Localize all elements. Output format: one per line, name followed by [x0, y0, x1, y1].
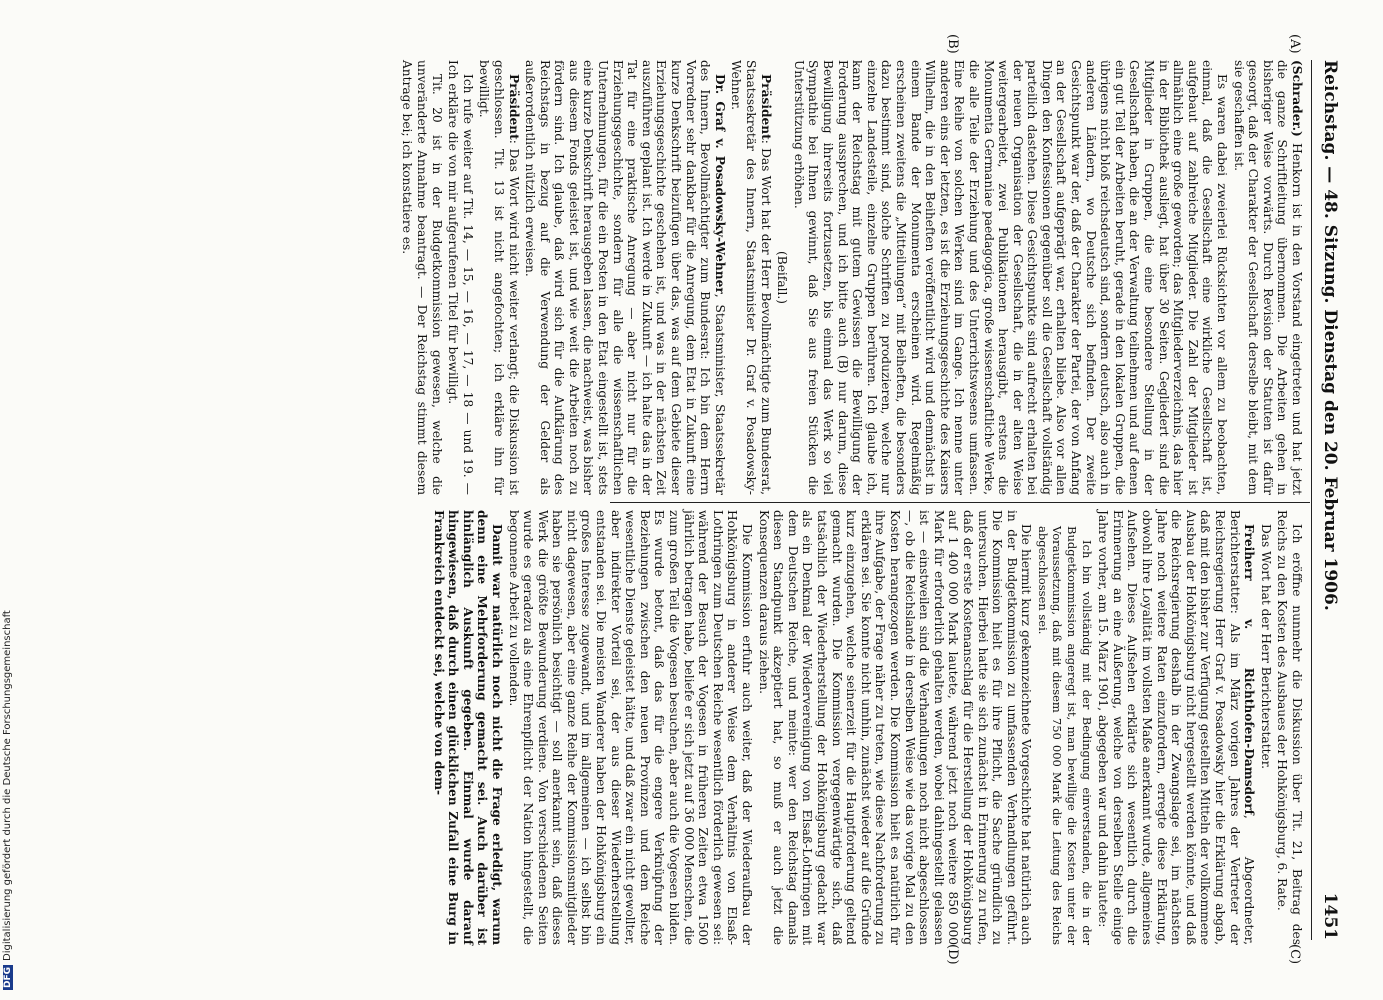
paragraph: Henkorn ist in den Vorstand eingetreten und hat jetzt die ganze Schriftleitung übernommen. Die Arbeiten gehen in bisheriger Weise vorwärts. Durch Revision der Statuten ist dafür gesorgt, daß der Charakter der Gesellschaft derselbe bleibt, mit dem sie geschaffen ist. — [1231, 60, 1304, 496]
margin-marker-d: (D) — [945, 944, 960, 965]
paragraph: Die Kommission erfuhr auch weiter, daß der Wiederaufbau der Hohkönigsburg in anderer Weise dem Verhältnis von Elsaß-Lothringen zum Deutschen Reiche wesentlich förderlich gewesen sei: während der Besuch der Vogesen in früheren Zeiten etwa 1500 jährlich betragen habe, beliefe er sich jetzt auf 36 000 Menschen, die zum großen Teil die Vogesen besuchen, aber auch die Vogesen bilden. Es wurde betont, daß das für die engere Verknüpfung der Beziehungen zwischen den neuen Provinzen und dem Reiche wesentliche Dienste geleistet hätte, und daß zwar ein nicht gewollter, aber indirekter Vorteil sei, der aus dieser Wiederherstellung entstanden sei. Die meisten Wanderer haben der Hohkönigsburg ein großes Interesse zugewandt, und im allgemeinen — ich selbst bin nicht dagewesen, aber eine ganze Reihe der Kommissionsmitglieder haben sie persönlich besichtigt — soll anerkannt sein, daß dieses Werk die größte Bewunderung verdiene. Von verschiedenen Seiten wurde es geradezu als eine Ehrenpflicht der Nation hingestellt, die begonnene Arbeit zu vollenden. — [506, 510, 755, 945]
paragraph: Die hiermit kurz gekennzeichnete Vorgeschichte hat natürlich auch in der Budgetkommission zu umfassenden Verhandlungen geführt. Die Kommission hielt es für ihre Pflicht, die Sache gründlich zu untersuchen. Hierbei hatte sie sich zunächst in Erinnerung zu rufen, daß der erste Kostenanschlag für die Herstellung der Hohkönigsburg auf 1 400 000 Mark lautete, während jetzt noch weitere 850 000 Mark für erforderlich gehalten werden, wobei dahingestellt gelassen ist — einstweilen sind die Verhandlungen noch nicht abgeschlossen —, ob die Reichslande in derselben Weise wie das vorige Mal zu den Kosten herangezogen werden. Die Kommission hielt es natürlich für ihre Aufgabe, der Frage näher zu treten, wie diese Nachforderung zu erklären sei. Sie konnte nicht umhin, zunächst wieder auf die Gründe kurz einzugehen, welche seinerzeit für die Hauptforderung geltend gemacht wurden. Die Kommission vergegenwärtigte sich, daß tatsächlich der Wiederherstellung der Hohkönigsburg gedacht war als ein Denkmal der Wiedervereinigung von Elsaß-Lothringen mit dem Deutschen Reiche, und meinte: wer den Reichstag damals diesen Standpunkt akzeptiert hat, so muß er auch jetzt die Konsequenzen daraus ziehen. — [756, 510, 1034, 945]
paragraph: Ich eröffne nunmehr die Diskussion über Tit. 21, Beitrag des Reichs zu den Kosten des Ausbaues der Hohkönigsburg, 6. Rate. — [1275, 510, 1304, 945]
page-header — [1316, 60, 1340, 940]
speaker-tag: (Schrader.) — [1290, 60, 1304, 137]
digitization-caption — [2, 10, 16, 990]
quotation: Ich bin vollständig mit der Bedingung einverstanden, die in der Budgetkommission angeregt ist, man bewillige die Kosten unter der Voraussetzung, daß mit diesem 750 000 Mark die Leitung des Reichs abgeschlossen sei. — [1035, 526, 1094, 945]
paragraph: Damit war natürlich noch nicht die Frage erledigt, warum denn eine Mehrforderung gemacht sei. Auch darüber ist hinlänglich Auskunft gegeben. Einmal wurde darauf hingewiesen, daß durch einen glücklichen Zufall eine Burg in Frankreich entdeckt sei, welche von dem- — [431, 510, 504, 945]
page-number: 1451 — [1320, 892, 1340, 940]
speaker-name: Präsident — [506, 74, 521, 140]
margin-marker-b: (B) — [945, 34, 960, 54]
paragraph: : Das Wort wird nicht weiter verlangt; die Diskussion ist geschlossen. Tit. 13 ist nicht angefochten; ich erkläre ihn für bewilligt. — [477, 60, 521, 495]
header-title: Reichstag. — 48. Sitzung. Dienstag den 20. Februar 1906. — [1320, 60, 1340, 611]
speaker-name: Präsident — [758, 74, 773, 140]
paragraph: Es waren dabei zweierlei Rücksichten vor allem zu beobachten, einmal, daß die Gesellschaft eine wirkliche Gesellschaft ist, aufgebaut auf zahlreiche Mitglieder. Die Zahl der Mitglieder ist allmählich eine große geworden; das Mitgliederverzeichnis, das hier in der Bibliothek ausliegt, hat über 30 Seiten. Gegliedert sind die Mitglieder in Gruppen, die eine besondere Stellung in der Gesellschaft haben, die an der Verwaltung teilnehmen und auf denen ein gut Teil der Arbeiten beruht, gerade in den lokalen Gruppen, die übrigens nicht bloß reichsdeutsch sind, sondern deutsch, also auch in anderen Ländern, wo Deutsche sich befinden. Der zweite Gesichtspunkt war der, daß der Charakter der Partei, der von Anfang an der Gesellschaft aufgeprägt war, erhalten bliebe. Also vor allen Dingen den Konfessionen gegenüber soll die Gesellschaft vollständig parteilich dastehen. Diese Gesichtspunkte sind aufrecht erhalten bei der neuen Organisation der Gesellschaft, die in der alten Weise weitergearbeitet, zwei Publikationen herausgibt, erstens die Monumenta Germaniae paedagogica, große wissenschaftliche Werke, die alle Teile der Erziehung und des Unterrichtswesens umfassen. Eine Reihe von solchen Werken sind im Gange. Ich nenne unter anderen eins der letzten, es ist die Erziehungsgeschichte des Kaisers Wilhelm, die in den Beiheften veröffentlicht wird und demnächst in einem Bande der Monumenta erscheinen wird. Regelmäßig erscheinen zweitens die „Mitteilungen“ mit Beiheften, die besonders dazu bestimmt sind, solche Schriften zu produzieren, welche nur einzelne Landesteile, einzelne Gruppen berühren. Ich glaube ich, kann der Reichstag mit gutem Gewissen die Bewilligung der Forderung aussprechen, und ich bitte auch (B) nur darum, diese Bewilligung ihrerseits fortzusetzen, bis einmal das Werk so viel Sympathie bei Ihnen gewinnt, daß Sie aus freien Stücken die Unterstützung erhöhen. — [791, 60, 1230, 495]
digitization-caption-text: Digitalisierung gefördert durch die Deutsche Forschungsgemeinschaft — [2, 610, 13, 961]
column-left — [398, 60, 1304, 495]
paragraph: Tit. 20 ist in der Budgetkommission gewesen, welche die unveränderte Annahme beantragt. — Der Reichstag stimmt diesem Antrage bei; ich konstatiere es. — [400, 60, 444, 495]
rotated-page-content — [70, 34, 1340, 965]
margin-marker-a: (A) — [1287, 34, 1302, 54]
paragraph: , Abgeordneter, Berichterstatter: Als im März vorigen Jahres der Vertreter der Reichsregierung Herr Graf v. Posadowsky hier die Erklärung abgab, daß mit den bisher zur Verfügung gestellten Mitteln der vollkommene Ausbau der Hohkönigsburg nicht hergestellt werden könnte, und daß die Reichsregierung deshalb in der Zwangslage sei, im nächsten Jahre noch weitere Raten einzufordern, erregte diese Erklärung, obwohl ihre Loyalität im vollsten Maße anerkannt wurde, allgemeines Aufsehen. Dieses Aufsehen erklärte sich wesentlich durch die Erinnerung an eine Äußerung, welche von derselben Stelle einige Jahre vorher, am 15. März 1901, abgegeben war und dahin lautete: — [1096, 510, 1257, 945]
paragraph: , Staatsminister, Staatssekretär des Innern, Bevollmächtigter zum Bundesrat: Ich bin dem Herrn Vorredner sehr dankbar für die Anregung, dem Etat in Zukunft eine kurze Denkschrift beizufügen über das, was auf dem Gebiete dieser Erziehungsgeschichte geschehen ist, und was in der nächsten Zeit auszuführen geplant ist. Ich werde in Zukunft — ich halte das in der Tat für eine praktische Anregung — aber nicht nur für die Erziehungsgeschichte, sondern für alle die wissenschaftlichen Unternehmungen, für die ein Posten in den Etat eingestellt ist, stets eine kurze Denkschrift herausgeben lassen, die nachweist, was bisher aus diesem Fonds geleistet ist, und wie weit die Arbeiten noch zu fördern sind. Ich glaube, daß wird sich für die Aufklärung des Reichstags in bezug auf die Verwendung der Gelder als außerordentlich nützlich erweisen. — [523, 60, 727, 495]
speaker-name: Freiherr v. Richthofen-Damsdorf — [1242, 524, 1257, 815]
column-right — [429, 510, 1304, 945]
dfg-logo: DFG — [3, 966, 13, 988]
header-rule — [1311, 60, 1312, 940]
column-divider — [610, 502, 1310, 503]
paragraph: : Das Wort hat der Herr Bevollmächtigte zum Bundesrat, Staatssekretär des Innern, Staatsminister Dr. Graf v. Posadowsky-Wehner. — [729, 60, 773, 495]
speaker-name: Dr. Graf v. Posadowsky-Wehner — [712, 74, 727, 294]
margin-marker-c: (C) — [1287, 944, 1302, 965]
applause-note: (Beifall.) — [775, 250, 790, 305]
paragraph: Das Wort hat der Herr Berichterstatter. — [1258, 524, 1273, 770]
paragraph: Ich rufe weiter auf Tit. 14, — 15, — 16, — 17, — 18 — und 19. — Ich erkläre die von mir aufgerufenen Titel für bewilligt. — [446, 60, 475, 495]
